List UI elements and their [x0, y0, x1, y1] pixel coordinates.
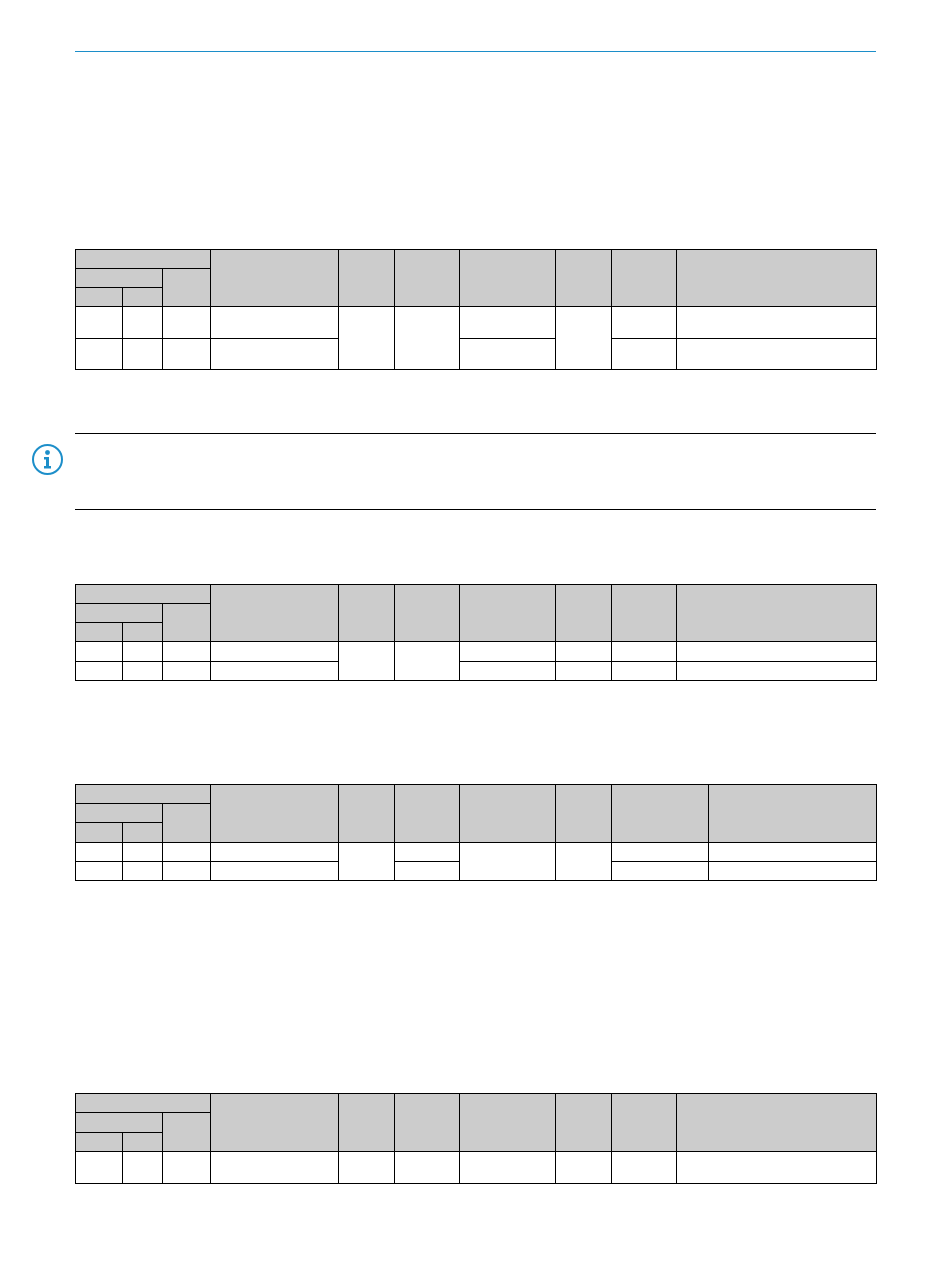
- table-row: [76, 1152, 877, 1184]
- header-cell: [339, 1094, 395, 1152]
- header-cell: [76, 269, 163, 288]
- table-cell: [211, 307, 339, 339]
- table-cell: [76, 307, 123, 339]
- table-cell: [460, 642, 556, 662]
- table-row: [76, 339, 877, 370]
- header-cell: [460, 1094, 556, 1152]
- data-table-1: [75, 249, 877, 370]
- table-row: [76, 642, 877, 662]
- table-cell: [123, 662, 163, 681]
- header-cell: [211, 1094, 339, 1152]
- table-cell: [123, 642, 163, 662]
- table-cell: [211, 662, 339, 681]
- header-cell: [163, 1113, 211, 1152]
- table-cell: [163, 642, 211, 662]
- table-cell: [677, 662, 877, 681]
- header-cell: [123, 288, 163, 307]
- header-cell: [76, 288, 123, 307]
- header-cell: [556, 785, 612, 843]
- table-cell: [709, 843, 877, 862]
- table-cell: [677, 642, 877, 662]
- table-row: [76, 662, 877, 681]
- header-cell: [76, 1113, 163, 1133]
- header-cell: [612, 250, 677, 307]
- table-cell: [556, 843, 612, 881]
- table-cell: [612, 642, 677, 662]
- table-cell: [76, 862, 123, 881]
- table-cell: [123, 307, 163, 339]
- table-cell: [612, 862, 709, 881]
- header-cell: [76, 785, 211, 804]
- table-cell: [395, 642, 460, 681]
- table-cell: [211, 1152, 339, 1184]
- header-cell: [556, 250, 612, 307]
- table-cell: [76, 642, 123, 662]
- table-cell: [123, 1152, 163, 1184]
- table-cell: [339, 642, 395, 681]
- header-cell: [76, 1094, 211, 1113]
- header-cell: [395, 585, 460, 642]
- header-cell: [395, 1094, 460, 1152]
- header-cell: [460, 585, 556, 642]
- header-cell: [612, 585, 677, 642]
- header-cell: [211, 250, 339, 307]
- header-cell: [123, 1133, 163, 1152]
- header-cell: [76, 1133, 123, 1152]
- data-table-2: [75, 584, 877, 681]
- header-cell: [395, 785, 460, 843]
- header-cell: [76, 585, 211, 604]
- table-header-row: [76, 785, 877, 804]
- header-cell: [76, 623, 123, 642]
- table-cell: [677, 1152, 877, 1184]
- header-cell: [460, 785, 556, 843]
- table-header-row: [76, 250, 877, 269]
- header-cell: [677, 585, 877, 642]
- header-cell: [76, 823, 123, 843]
- header-cell: [211, 785, 339, 843]
- table-cell: [556, 662, 612, 681]
- header-cell: [612, 785, 709, 843]
- table-cell: [677, 307, 877, 339]
- header-cell: [612, 1094, 677, 1152]
- header-cell: [123, 823, 163, 843]
- table-cell: [395, 1152, 460, 1184]
- table-cell: [76, 1152, 123, 1184]
- table-cell: [677, 339, 877, 370]
- header-cell: [123, 623, 163, 642]
- header-cell: [677, 250, 877, 307]
- table-cell: [211, 339, 339, 370]
- table-cell: [556, 642, 612, 662]
- table-cell: [123, 843, 163, 862]
- table-cell: [163, 1152, 211, 1184]
- header-cell: [76, 804, 163, 823]
- table-header-row: [76, 585, 877, 604]
- table-cell: [460, 307, 556, 339]
- table-cell: [76, 843, 123, 862]
- table-cell: [460, 843, 556, 881]
- table-cell: [556, 1152, 612, 1184]
- note-rule-bottom: [75, 509, 876, 510]
- header-cell: [76, 604, 163, 623]
- header-cell: [211, 585, 339, 642]
- table-cell: [460, 339, 556, 370]
- table-cell: [123, 339, 163, 370]
- table-cell: [211, 862, 339, 881]
- header-cell: [76, 250, 211, 269]
- table-cell: [76, 339, 123, 370]
- header-cell: [339, 585, 395, 642]
- header-cell: [677, 1094, 877, 1152]
- table-row: [76, 843, 877, 862]
- table-cell: [163, 662, 211, 681]
- table-cell: [163, 339, 211, 370]
- table-cell: [460, 662, 556, 681]
- table-cell: [76, 662, 123, 681]
- header-rule: [75, 51, 876, 52]
- header-cell: [163, 604, 211, 642]
- header-cell: [339, 250, 395, 307]
- table-cell: [556, 307, 612, 370]
- table-cell: [612, 662, 677, 681]
- table-cell: [460, 1152, 556, 1184]
- header-cell: [709, 785, 877, 843]
- header-cell: [460, 250, 556, 307]
- table-cell: [163, 843, 211, 862]
- table-row: [76, 307, 877, 339]
- header-cell: [163, 804, 211, 843]
- table-cell: [709, 862, 877, 881]
- table-cell: [163, 307, 211, 339]
- header-cell: [395, 250, 460, 307]
- header-cell: [556, 585, 612, 642]
- header-cell: [163, 269, 211, 307]
- table-cell: [612, 843, 709, 862]
- data-table-3: [75, 784, 877, 881]
- table-cell: [612, 307, 677, 339]
- data-table-4: [75, 1093, 877, 1184]
- info-icon: [31, 443, 64, 476]
- table-cell: [163, 862, 211, 881]
- table-cell: [395, 307, 460, 370]
- table-cell: [395, 862, 460, 881]
- table-cell: [395, 843, 460, 862]
- table-cell: [612, 339, 677, 370]
- table-cell: [339, 307, 395, 370]
- note-rule-top: [75, 433, 876, 434]
- table-cell: [612, 1152, 677, 1184]
- table-cell: [339, 843, 395, 881]
- table-cell: [339, 1152, 395, 1184]
- table-header-row: [76, 1094, 877, 1113]
- header-cell: [556, 1094, 612, 1152]
- table-cell: [123, 862, 163, 881]
- table-cell: [211, 642, 339, 662]
- header-cell: [339, 785, 395, 843]
- table-cell: [211, 843, 339, 862]
